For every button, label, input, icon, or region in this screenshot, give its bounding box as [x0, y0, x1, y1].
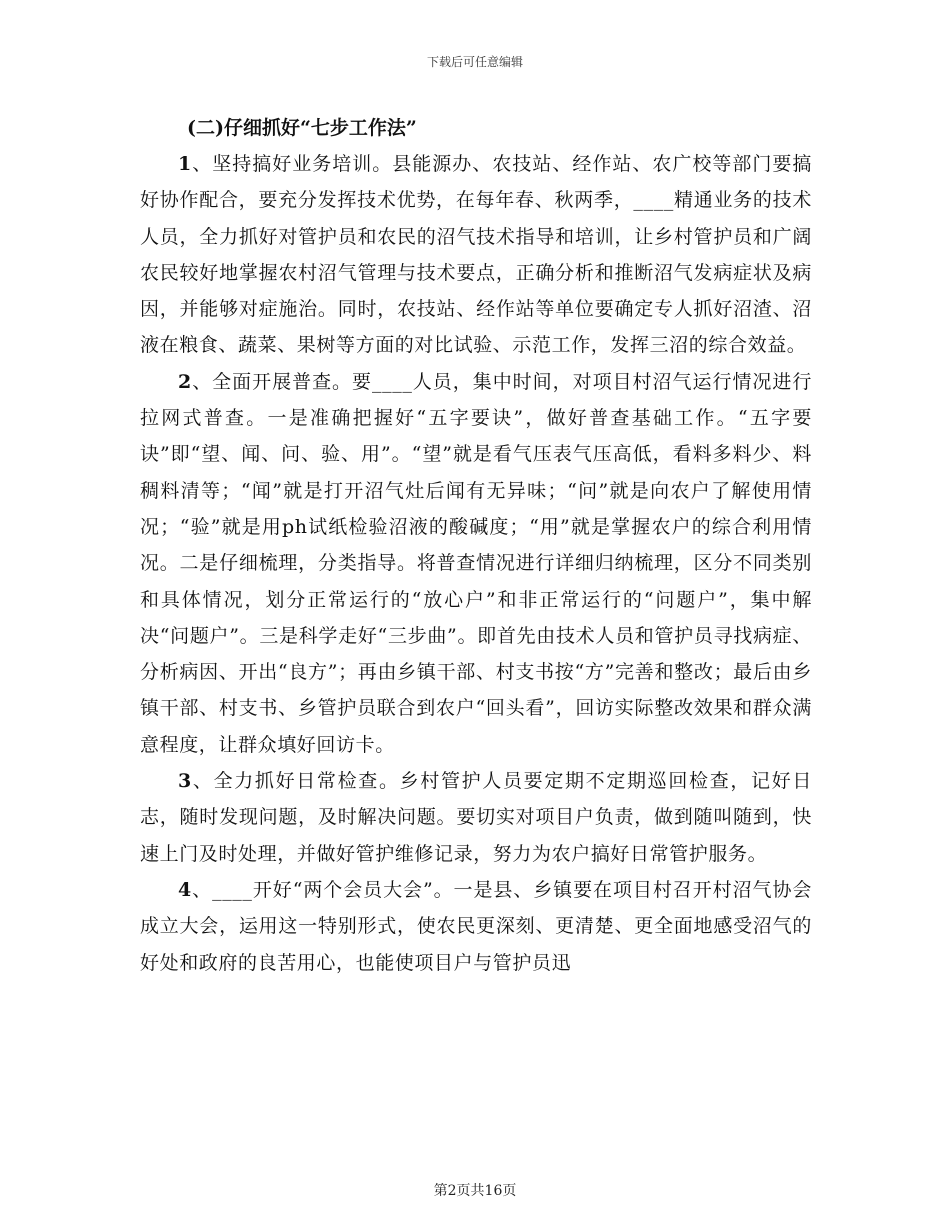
paragraph-4-text: 、____开好“两个会员大会”。一是县、乡镇要在项目村召开村沼气协会成立大会，运用这一特别形式，使农民更深刻、更清楚、更全面地感受沼气的好处和政府的良苦用心，也能使项目户与管护员迅 — [140, 878, 812, 974]
paragraph-1-text: 、坚持搞好业务培训。县能源办、农技站、经作站、农广校等部门要搞好协作配合，要充分发挥技术优势，在每年春、秋两季，____精通业务的技术人员，全力抓好对管护员和农民的沼气技术指导和培训，让乡村管护员和广阔农民较好地掌握农村沼气管理与技术要点，正确分析和推断沼气发病症状及病因，并能够对症施治。同时，农技站、经作站等单位要确定专人抓好沼渣、沼液在粮食、蔬菜、果树等方面的对比试验、示范工作，发挥三沼的综合效益。 — [140, 153, 812, 357]
page-footer: 第2页共16页 — [433, 1183, 517, 1199]
paragraph-2-text: 、全面开展普查。要____人员，集中时间，对项目村沼气运行情况进行拉网式普查。一是准确把握好“五字要诀”，做好普查基础工作。“五字要诀”即“望、闻、问、验、用”。“望”就是看气压表气压高低，看料多料少、料稠料清等；“闻”就是打开沼气灶后闻有无异味；“问”就是向农户了解使用情况；“验”就是用ph试纸检验沼液的酸碱度；“用”就是掌握农户的综合利用情况。二是仔细梳理，分类指导。将普查情况进行详细归纳梳理，区分不同类别和具体情况，划分正常运行的“放心户”和非正常运行的“问题户”，集中解决“问题户”。三是科学走好“三步曲”。即首先由技术人员和管护员寻找病症、分析病因、开出“良方”；再由乡镇干部、村支书按“方”完善和整改；最后由乡镇干部、村支书、乡管护员联合到农户“回头看”，回访实际整改效果和群众满意程度，让群众填好回访卡。 — [140, 370, 812, 756]
paragraph-3-text: 、全力抓好日常检查。乡村管护人员要定期不定期巡回检查，记好日志，随时发现问题，及时解决问题。要切实对项目户负责，做到随叫随到，快速上门及时处理，并做好管护维修记录，努力为农户搞好日常管护服务。 — [140, 770, 812, 865]
page-header: 下载后可任意编辑 — [426, 55, 523, 69]
paragraph-1-number: 1 — [178, 153, 192, 175]
paragraph-4-number: 4 — [178, 878, 192, 901]
paragraph-3-number: 3 — [178, 770, 192, 793]
paragraph-4 — [140, 872, 812, 981]
paragraph-2-number: 2 — [178, 370, 192, 393]
paragraph-2 — [140, 364, 812, 763]
paragraph-3 — [140, 763, 812, 872]
document-body — [140, 110, 812, 981]
section-heading: (二)仔细抓好“七步工作法” — [187, 117, 417, 139]
paragraph-1 — [140, 146, 812, 364]
